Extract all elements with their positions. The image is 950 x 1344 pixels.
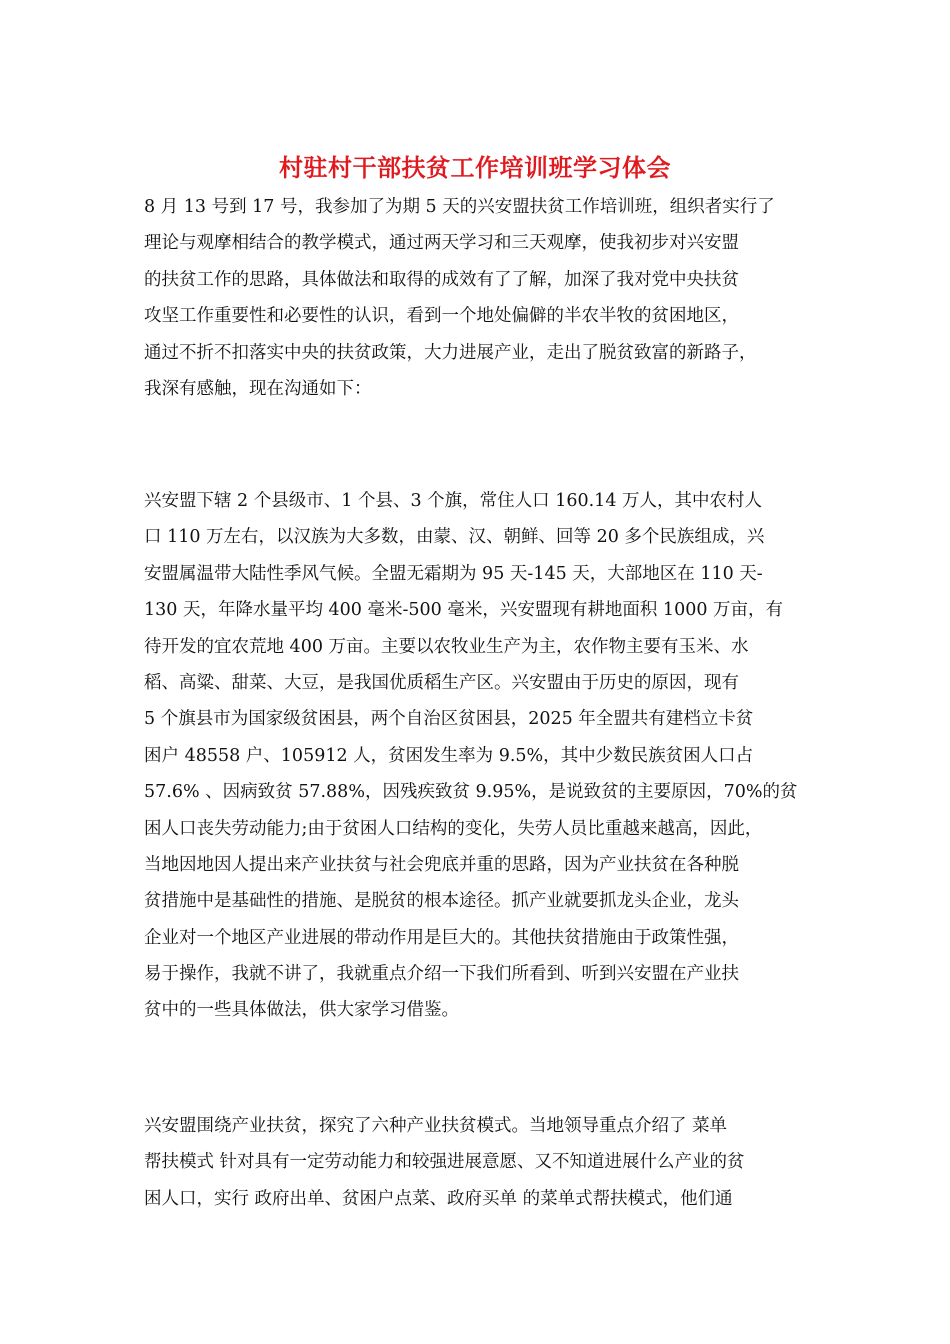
document-title: 村驻村干部扶贫工作培训班学习体会: [279, 153, 671, 182]
text-line: 的扶贫工作的思路，具体做法和取得的成效有了了解，加深了我对党中央扶贫: [144, 269, 739, 290]
text-line: 安盟属温带大陆性季风气候。全盟无霜期为 95 天-145 天，大部地区在 110 天-: [144, 563, 763, 584]
text-line: 兴安盟围绕产业扶贫，探究了六种产业扶贫模式。当地领导重点介绍了 菜单: [144, 1116, 728, 1136]
text-line: 易于操作，我就不讲了，我就重点介绍一下我们所看到、听到兴安盟在产业扶: [144, 964, 739, 985]
text-line: 口 110 万左右，以汉族为大多数，由蒙、汉、朝鲜、回等 20 多个民族组成，兴: [144, 527, 765, 548]
text-line: 8 月 13 号到 17 号，我参加了为期 5 天的兴安盟扶贫工作培训班，组织者实行了: [144, 197, 775, 217]
text-line: 贫措施中是基础性的措施、是脱贫的根本途径。抓产业就要抓龙头企业，龙头: [144, 891, 739, 912]
text-line: 帮扶模式 针对具有一定劳动能力和较强进展意愿、又不知道进展什么产业的贫: [144, 1152, 745, 1173]
text-line: 待开发的宜农荒地 400 万亩。主要以农牧业生产为主，农作物主要有玉米、水: [144, 636, 749, 657]
text-line: 困户 48558 户、105912 人，贫困发生率为 9.5%，其中少数民族贫困人口占: [144, 745, 754, 766]
text-line: 我深有感触，现在沟通如下：: [144, 378, 372, 399]
text-line: 企业对一个地区产业进展的带动作用是巨大的。其他扶贫措施由于政策性强，: [144, 927, 739, 948]
paragraph-1: [144, 189, 824, 407]
text-line: 57.6% 、因病致贫 57.88%，因残疾致贫 9.95%，是说致贫的主要原因，70%的贫: [144, 782, 798, 803]
text-line: 稻、高粱、甜菜、大豆，是我国优质稻生产区。兴安盟由于历史的原因，现有: [144, 672, 739, 693]
text-line: 兴安盟下辖 2 个县级市、1 个县、3 个旗，常住人口 160.14 万人，其中农村人: [144, 491, 763, 511]
text-line: 5 个旗县市为国家级贫困县，两个自治区贫困县，2025 年全盟共有建档立卡贫: [144, 709, 754, 730]
text-line: 攻坚工作重要性和必要性的认识，看到一个地处偏僻的半农半牧的贫困地区，: [144, 306, 739, 327]
paragraph-3: [144, 1108, 824, 1217]
text-line: 130 天，年降水量平均 400 毫米-500 毫米，兴安盟现有耕地面积 1000 万亩，有: [144, 600, 784, 621]
paragraph-2: [144, 483, 824, 1029]
text-line: 困人口，实行 政府出单、贫困户点菜、政府买单 的菜单式帮扶模式，他们通: [144, 1188, 733, 1209]
text-line: 理论与观摩相结合的教学模式，通过两天学习和三天观摩，使我初步对兴安盟: [144, 233, 739, 254]
text-line: 通过不折不扣落实中央的扶贫政策，大力进展产业，走出了脱贫致富的新路子，: [144, 342, 757, 363]
text-line: 困人口丧失劳动能力;由于贫困人口结构的变化，失劳人员比重越来越高，因此，: [144, 818, 763, 839]
text-line: 贫中的一些具体做法，供大家学习借鉴。: [144, 1000, 459, 1021]
text-line: 当地因地因人提出来产业扶贫与社会兜底并重的思路，因为产业扶贫在各种脱: [144, 854, 739, 875]
